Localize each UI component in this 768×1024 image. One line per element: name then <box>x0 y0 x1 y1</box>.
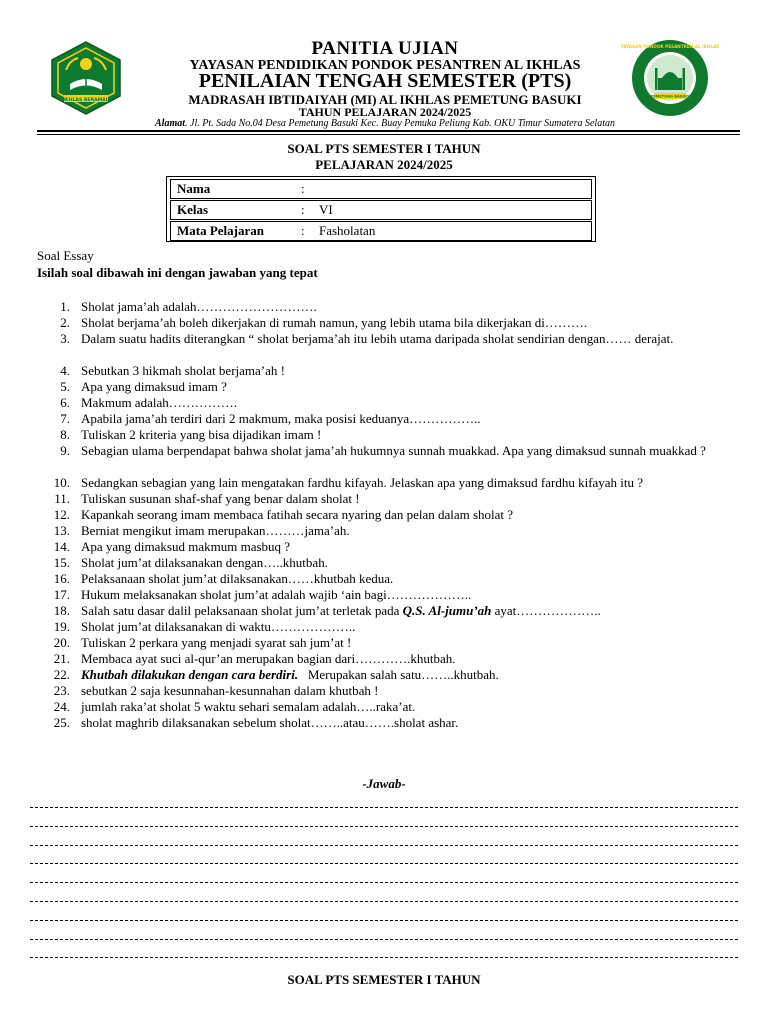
question-text: Tuliskan susunan shaf-shaf yang benar dalam sholat ! <box>81 491 360 506</box>
identity-label: Mata Pelajaran <box>177 223 265 238</box>
question-text: Apabila jama’ah terdiri dari 2 makmum, maka posisi keduanya…………….. <box>81 411 481 426</box>
question-text: Sebutkan 3 hikmah sholat berjama’ah ! <box>81 363 285 378</box>
address-text: . Jl. Pt. Sada No.04 Desa Pemetung Basuki Kec. Buay Pemuka Peliung Kab. OKU Timur Sumatera Selatan <box>185 118 615 129</box>
identity-value: Fasholatan <box>319 223 376 238</box>
answer-line[interactable] <box>30 863 738 864</box>
question-text: Apa yang dimaksud makmum masbuq ? <box>81 539 291 554</box>
question-item <box>40 411 740 427</box>
answer-line[interactable] <box>30 882 738 883</box>
question-text: Dalam suatu hadits diterangkan “ sholat berjama’ah itu lebih utama daripada sholat sendirian dengan…… derajat. <box>81 331 674 346</box>
question-text: Sholat berjama’ah boleh dikerjakan di rumah namun, yang lebih utama bila dikerjakan di………. <box>81 315 588 330</box>
question-number: 13. <box>53 523 70 538</box>
answer-label: -Jawab- <box>362 776 406 791</box>
header-committee: PANITIA UJIAN <box>311 38 459 59</box>
question-text: jumlah raka’at sholat 5 waktu sehari semalam adalah…..raka’at. <box>81 699 416 714</box>
pesantren-al-ikhlas-seal-icon <box>620 38 720 118</box>
question-item <box>40 523 740 539</box>
identity-colon: : <box>301 181 305 196</box>
answer-line[interactable] <box>30 901 738 902</box>
right-seal-ring-text: YAYASAN PONDOK PESANTREN AL IKHLAS <box>620 44 720 49</box>
question-number: 22. <box>53 667 70 682</box>
question-item <box>40 379 740 395</box>
question-item <box>40 555 740 571</box>
question-text <box>81 603 741 619</box>
answer-line[interactable] <box>30 957 738 958</box>
question-text <box>81 667 741 683</box>
question-item <box>40 699 740 715</box>
question-item <box>40 635 740 651</box>
question-number: 21. <box>53 651 70 666</box>
question-text: sholat maghrib dilaksanakan sebelum sholat……..atau…….sholat ashar. <box>81 715 459 730</box>
question-number: 25. <box>53 715 70 730</box>
question-text-emphasis: Q.S. Al-jumu’ah <box>402 603 492 618</box>
question-item <box>40 299 740 315</box>
question-number: 7. <box>60 411 70 426</box>
question-text: Sholat jum’at dilaksanakan dengan…..khutbah. <box>81 555 328 570</box>
header-school: MADRASAH IBTIDAIYAH (MI) AL IKHLAS PEMETUNG BASUKI <box>188 92 582 107</box>
identity-colon: : <box>301 223 305 238</box>
identity-table <box>166 176 596 242</box>
question-item <box>40 667 740 683</box>
question-text: Membaca ayat suci al-qur’an merupakan bagian dari………….khutbah. <box>81 651 456 666</box>
question-text: Hukum melaksanakan sholat jum’at adalah wajib ‘ain bagi……………….. <box>81 587 472 602</box>
question-number: 3. <box>60 331 70 346</box>
question-text: sebutkan 2 saja kesunnahan-kesunnahan dalam khutbah ! <box>81 683 379 698</box>
question-number: 10. <box>53 475 70 490</box>
question-text: Sholat jum’at dilaksanakan di waktu……………….. <box>81 619 356 634</box>
question-text: Makmum adalah……………. <box>81 395 237 410</box>
question-item <box>40 683 740 699</box>
question-number: 11. <box>54 491 70 506</box>
question-text-emphasis: Khutbah dilakukan dengan cara berdiri. <box>81 667 299 682</box>
header-rule-thick <box>37 130 740 132</box>
question-text: Tuliskan 2 kriteria yang bisa dijadikan imam ! <box>81 427 322 442</box>
question-item <box>40 427 740 443</box>
question-number: 1. <box>60 299 70 314</box>
question-text: Sholat jama’ah adalah………………………. <box>81 299 317 314</box>
identity-colon: : <box>301 202 305 217</box>
question-number: 6. <box>60 395 70 410</box>
answer-line[interactable] <box>30 939 738 940</box>
question-item <box>40 315 740 331</box>
question-item <box>40 491 740 507</box>
question-number: 24. <box>53 699 70 714</box>
question-text: Sedangkan sebagian yang lain mengatakan fardhu kifayah. Jelaskan apa yang dimaksud fardhu kifayah itu ? <box>81 475 644 490</box>
question-number: 15. <box>53 555 70 570</box>
question-text: Berniat mengikut imam merupakan………jama’ah. <box>81 523 350 538</box>
identity-value: VI <box>319 202 333 217</box>
question-number: 23. <box>53 683 70 698</box>
question-text-post: ayat……………….. <box>491 603 601 618</box>
question-item <box>40 603 740 619</box>
identity-label: Nama <box>177 181 211 196</box>
section-label: Soal Essay <box>37 248 94 263</box>
question-text: Kapankah seorang imam membaca fatihah secara nyaring dan pelan dalam sholat ? <box>81 507 514 522</box>
question-text: Tuliskan 2 perkara yang menjadi syarat sah jum’at ! <box>81 635 352 650</box>
question-number: 9. <box>60 443 70 458</box>
question-number: 18. <box>53 603 70 618</box>
question-number: 4. <box>60 363 70 378</box>
question-item <box>40 475 740 491</box>
question-text: Apa yang dimaksud imam ? <box>81 379 227 394</box>
header-rule-thin <box>37 134 740 135</box>
answer-line[interactable] <box>30 826 738 827</box>
answer-line[interactable] <box>30 920 738 921</box>
question-text: Sebagian ulama berpendapat bahwa sholat jama’ah hukumnya sunnah muakkad. Apa yang dimaksud sunnah muakkad ? <box>81 443 706 458</box>
address-label: Alamat <box>155 118 186 129</box>
question-number: 2. <box>60 315 70 330</box>
question-text-pre: Salah satu dasar dalil pelaksanaan sholat jum’at terletak pada <box>81 603 403 618</box>
question-number: 20. <box>53 635 70 650</box>
question-number: 17. <box>53 587 70 602</box>
question-text: Pelaksanaan sholat jum’at dilaksanakan……khutbah kedua. <box>81 571 394 586</box>
question-number: 8. <box>60 427 70 442</box>
question-number: 19. <box>53 619 70 634</box>
question-item <box>40 507 740 523</box>
question-item <box>40 587 740 603</box>
identity-row-subject <box>170 221 592 241</box>
answer-line[interactable] <box>30 845 738 846</box>
question-number: 14. <box>53 539 70 554</box>
question-number: 16. <box>53 571 70 586</box>
question-item <box>40 443 740 475</box>
question-text-post: Merupakan salah satu……..khutbah. <box>298 667 499 682</box>
question-item <box>40 715 740 731</box>
footer-title: SOAL PTS SEMESTER I TAHUN <box>287 972 481 987</box>
section-instruction: Isilah soal dibawah ini dengan jawaban yang tepat <box>37 265 318 280</box>
question-item <box>40 363 740 379</box>
identity-row-class <box>170 200 592 220</box>
header-year: TAHUN PELAJARAN 2024/2025 <box>298 105 472 119</box>
question-item <box>40 571 740 587</box>
kemenag-emblem-icon <box>48 40 124 116</box>
question-item <box>40 395 740 411</box>
header-foundation: YAYASAN PENDIDIKAN PONDOK PESANTREN AL IKHLAS <box>189 58 581 73</box>
right-seal-bottom-text: PEMETUNG BASUKI <box>650 94 690 99</box>
identity-label: Kelas <box>177 202 209 217</box>
left-logo-ribbon-text: IKHLAS BERAMAL <box>63 98 109 103</box>
identity-row-name <box>170 179 592 199</box>
doc-title-line1: SOAL PTS SEMESTER I TAHUN <box>287 141 481 156</box>
question-number: 5. <box>60 379 70 394</box>
question-item <box>40 331 740 363</box>
question-item <box>40 619 740 635</box>
answer-line[interactable] <box>30 807 738 808</box>
header-exam-name: PENILAIAN TENGAH SEMESTER (PTS) <box>198 70 572 92</box>
question-item <box>40 539 740 555</box>
doc-title-line2: PELAJARAN 2024/2025 <box>315 157 453 172</box>
question-number: 12. <box>53 507 70 522</box>
question-item <box>40 651 740 667</box>
header-address <box>40 118 730 129</box>
